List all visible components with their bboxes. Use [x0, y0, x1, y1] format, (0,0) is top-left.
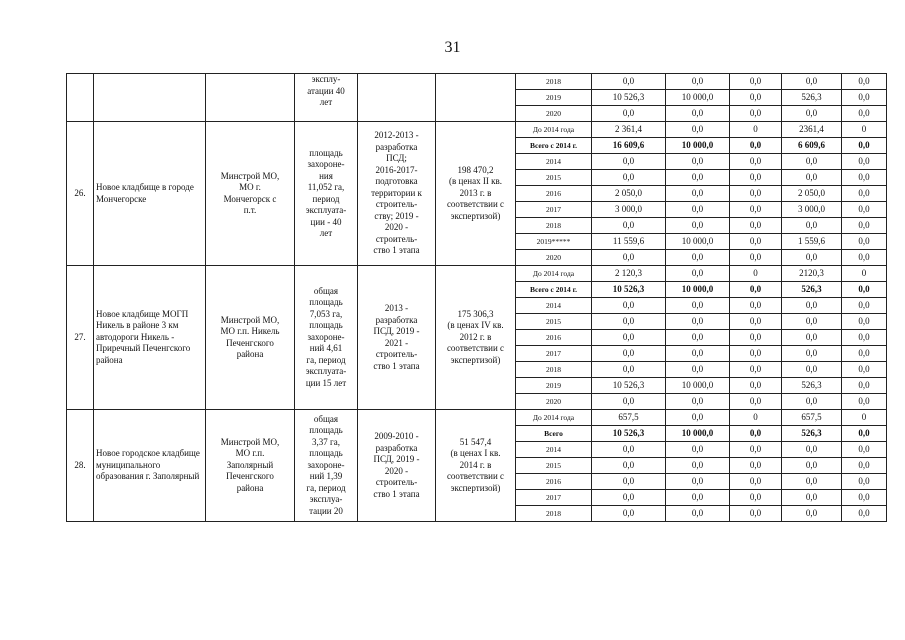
value-cell: 0,0 — [842, 186, 887, 202]
value-cell: 0,0 — [730, 218, 782, 234]
year-cell: 2016 — [516, 474, 592, 490]
value-cell: 0,0 — [666, 186, 730, 202]
year-cell: Всего — [516, 426, 592, 442]
value-cell: 0,0 — [842, 442, 887, 458]
cost-cell: 175 306,3 (в ценах IV кв. 2012 г. в соответствии с экспертизой) — [436, 266, 516, 410]
value-cell: 0,0 — [592, 218, 666, 234]
value-cell: 0,0 — [666, 458, 730, 474]
value-cell: 0,0 — [842, 490, 887, 506]
value-cell: 16 609,6 — [592, 138, 666, 154]
value-cell: 0,0 — [666, 202, 730, 218]
value-cell: 0,0 — [842, 106, 887, 122]
value-cell: 0,0 — [730, 474, 782, 490]
value-cell: 0,0 — [842, 218, 887, 234]
params-cell: общая площадь 7,053 га, площадь захороне- ний 4,61 га, период эксплуата- ции 15 лет — [295, 266, 358, 410]
value-cell: 0,0 — [782, 346, 842, 362]
year-cell: 2020 — [516, 394, 592, 410]
value-cell: 0,0 — [730, 362, 782, 378]
value-cell: 657,5 — [782, 410, 842, 426]
value-cell: 0,0 — [842, 506, 887, 522]
dates-cell — [358, 74, 436, 122]
value-cell: 0,0 — [730, 202, 782, 218]
value-cell: 0 — [730, 410, 782, 426]
value-cell: 0,0 — [730, 282, 782, 298]
org-cell — [206, 74, 295, 122]
value-cell: 0,0 — [782, 490, 842, 506]
year-cell: До 2014 года — [516, 410, 592, 426]
value-cell: 0,0 — [666, 394, 730, 410]
value-cell: 0,0 — [782, 394, 842, 410]
value-cell: 0,0 — [666, 506, 730, 522]
value-cell: 0,0 — [842, 234, 887, 250]
value-cell: 0,0 — [782, 362, 842, 378]
table-row — [67, 410, 887, 426]
value-cell: 0,0 — [730, 170, 782, 186]
value-cell: 0 — [842, 266, 887, 282]
value-cell: 10 526,3 — [592, 90, 666, 106]
params-cell: общая площадь 3,37 га, площадь захороне- ний 1,39 га, период эксплуа- тации 20 — [295, 410, 358, 522]
value-cell: 0,0 — [592, 298, 666, 314]
year-cell: До 2014 года — [516, 122, 592, 138]
value-cell: 0,0 — [782, 298, 842, 314]
value-cell: 0,0 — [782, 506, 842, 522]
year-cell: 2014 — [516, 442, 592, 458]
value-cell: 2 050,0 — [782, 186, 842, 202]
org-cell: Минстрой МО, МО г.п. Заполярный Печенгского района — [206, 410, 295, 522]
year-cell: 2017 — [516, 346, 592, 362]
value-cell: 0,0 — [666, 122, 730, 138]
cost-cell: 198 470,2 (в ценах II кв. 2013 г. в соответствии с экспертизой) — [436, 122, 516, 266]
value-cell: 0,0 — [666, 410, 730, 426]
value-cell: 0,0 — [730, 298, 782, 314]
value-cell: 0,0 — [782, 106, 842, 122]
year-cell: 2016 — [516, 330, 592, 346]
value-cell: 0,0 — [842, 362, 887, 378]
year-cell: 2019***** — [516, 234, 592, 250]
table-row — [67, 266, 887, 282]
value-cell: 0,0 — [842, 474, 887, 490]
value-cell: 0,0 — [782, 218, 842, 234]
value-cell: 0,0 — [666, 106, 730, 122]
value-cell: 0,0 — [730, 250, 782, 266]
value-cell: 0,0 — [592, 490, 666, 506]
year-cell: Всего с 2014 г. — [516, 282, 592, 298]
dates-cell: 2012-2013 - разработка ПСД; 2016-2017- подготовка территории к строитель- ству; 2019 - 2020 - строитель- ство 1 этапа — [358, 122, 436, 266]
value-cell: 0,0 — [730, 138, 782, 154]
value-cell: 10 000,0 — [666, 138, 730, 154]
cost-cell: 51 547,4 (в ценах I кв. 2014 г. в соответствии с экспертизой) — [436, 410, 516, 522]
value-cell: 0,0 — [842, 378, 887, 394]
value-cell: 0,0 — [592, 314, 666, 330]
value-cell: 0,0 — [666, 74, 730, 90]
year-cell: 2015 — [516, 314, 592, 330]
value-cell: 0,0 — [666, 154, 730, 170]
value-cell: 0,0 — [782, 330, 842, 346]
value-cell: 0 — [842, 410, 887, 426]
name-cell: Новое кладбище в городе Мончегорске — [94, 122, 206, 266]
value-cell: 2 361,4 — [592, 122, 666, 138]
value-cell: 0,0 — [666, 362, 730, 378]
value-cell: 0,0 — [842, 74, 887, 90]
value-cell: 3 000,0 — [592, 202, 666, 218]
value-cell: 0,0 — [842, 458, 887, 474]
org-cell: Минстрой МО, МО г. Мончегорск с п.т. — [206, 122, 295, 266]
value-cell: 0,0 — [666, 298, 730, 314]
year-cell: 2014 — [516, 154, 592, 170]
value-cell: 0,0 — [666, 314, 730, 330]
year-cell: 2018 — [516, 74, 592, 90]
year-cell: 2017 — [516, 202, 592, 218]
value-cell: 0,0 — [666, 218, 730, 234]
value-cell: 526,3 — [782, 378, 842, 394]
value-cell: 11 559,6 — [592, 234, 666, 250]
value-cell: 0,0 — [842, 170, 887, 186]
value-cell: 0,0 — [842, 426, 887, 442]
value-cell: 0,0 — [842, 330, 887, 346]
year-cell: 2017 — [516, 490, 592, 506]
value-cell: 0,0 — [666, 346, 730, 362]
value-cell: 0,0 — [730, 426, 782, 442]
dates-cell: 2009-2010 - разработка ПСД, 2019 - 2020 - строитель- ство 1 этапа — [358, 410, 436, 522]
value-cell: 0,0 — [730, 394, 782, 410]
table-row — [67, 74, 887, 90]
value-cell: 2 050,0 — [592, 186, 666, 202]
value-cell: 0,0 — [730, 458, 782, 474]
year-cell: 2016 — [516, 186, 592, 202]
value-cell: 0,0 — [592, 330, 666, 346]
value-cell: 10 000,0 — [666, 378, 730, 394]
value-cell: 2 120,3 — [592, 266, 666, 282]
number-cell: 28. — [67, 410, 94, 522]
value-cell: 0,0 — [666, 442, 730, 458]
number-cell — [67, 74, 94, 122]
value-cell: 0 — [730, 266, 782, 282]
name-cell: Новое городское кладбище муниципального образования г. Заполярный — [94, 410, 206, 522]
value-cell: 0,0 — [666, 170, 730, 186]
value-cell: 0,0 — [782, 74, 842, 90]
number-cell: 27. — [67, 266, 94, 410]
value-cell: 0,0 — [730, 314, 782, 330]
value-cell: 0,0 — [730, 442, 782, 458]
value-cell: 526,3 — [782, 90, 842, 106]
value-cell: 0,0 — [592, 154, 666, 170]
value-cell: 10 526,3 — [592, 426, 666, 442]
value-cell: 6 609,6 — [782, 138, 842, 154]
year-cell: 2014 — [516, 298, 592, 314]
value-cell: 0,0 — [730, 346, 782, 362]
number-cell: 26. — [67, 122, 94, 266]
value-cell: 0,0 — [730, 154, 782, 170]
org-cell: Минстрой МО, МО г.п. Никель Печенгского района — [206, 266, 295, 410]
name-cell — [94, 74, 206, 122]
value-cell: 0,0 — [666, 490, 730, 506]
value-cell: 0 — [842, 122, 887, 138]
value-cell: 0,0 — [730, 90, 782, 106]
year-cell: 2019 — [516, 378, 592, 394]
value-cell: 0,0 — [592, 362, 666, 378]
page-number: 31 — [444, 39, 461, 56]
value-cell: 0,0 — [592, 506, 666, 522]
value-cell: 526,3 — [782, 426, 842, 442]
value-cell: 0,0 — [782, 442, 842, 458]
value-cell: 0,0 — [730, 186, 782, 202]
value-cell: 3 000,0 — [782, 202, 842, 218]
value-cell: 0,0 — [842, 202, 887, 218]
value-cell: 0,0 — [666, 330, 730, 346]
value-cell: 0,0 — [666, 474, 730, 490]
value-cell: 0,0 — [842, 314, 887, 330]
value-cell: 0,0 — [592, 442, 666, 458]
value-cell: 0,0 — [592, 250, 666, 266]
cost-cell — [436, 74, 516, 122]
year-cell: 2020 — [516, 250, 592, 266]
value-cell: 0,0 — [592, 394, 666, 410]
value-cell: 1 559,6 — [782, 234, 842, 250]
value-cell: 0,0 — [842, 154, 887, 170]
value-cell: 0,0 — [592, 106, 666, 122]
value-cell: 0,0 — [782, 458, 842, 474]
value-cell: 0,0 — [730, 378, 782, 394]
value-cell: 0,0 — [842, 138, 887, 154]
value-cell: 0,0 — [730, 106, 782, 122]
value-cell: 0,0 — [592, 170, 666, 186]
value-cell: 0,0 — [666, 266, 730, 282]
value-cell: 0,0 — [842, 346, 887, 362]
name-cell: Новое кладбище МОГП Никель в районе 3 км автодороги Никель - Приречный Печенгского района — [94, 266, 206, 410]
value-cell: 0,0 — [730, 490, 782, 506]
value-cell: 0,0 — [782, 154, 842, 170]
value-cell: 526,3 — [782, 282, 842, 298]
params-cell: площадь захороне- ния 11,052 га, период эксплуата- ции - 40 лет — [295, 122, 358, 266]
params-cell: эксплу- атации 40 лет — [295, 74, 358, 122]
value-cell: 0,0 — [842, 90, 887, 106]
value-cell: 10 000,0 — [666, 90, 730, 106]
value-cell: 10 526,3 — [592, 282, 666, 298]
value-cell: 10 526,3 — [592, 378, 666, 394]
value-cell: 0,0 — [782, 474, 842, 490]
value-cell: 0,0 — [730, 74, 782, 90]
value-cell: 0,0 — [592, 458, 666, 474]
table-row — [67, 122, 887, 138]
year-cell: 2019 — [516, 90, 592, 106]
value-cell: 10 000,0 — [666, 234, 730, 250]
year-cell: 2018 — [516, 218, 592, 234]
value-cell: 0,0 — [782, 170, 842, 186]
year-cell: До 2014 года — [516, 266, 592, 282]
value-cell: 0,0 — [666, 250, 730, 266]
value-cell: 0,0 — [592, 474, 666, 490]
value-cell: 2361,4 — [782, 122, 842, 138]
dates-cell: 2013 - разработка ПСД, 2019 - 2021 - строитель- ство 1 этапа — [358, 266, 436, 410]
value-cell: 0,0 — [842, 250, 887, 266]
value-cell: 0,0 — [592, 74, 666, 90]
value-cell: 0,0 — [730, 330, 782, 346]
objects-table — [66, 73, 887, 522]
value-cell: 0,0 — [730, 234, 782, 250]
year-cell: 2015 — [516, 170, 592, 186]
value-cell: 657,5 — [592, 410, 666, 426]
value-cell: 10 000,0 — [666, 282, 730, 298]
value-cell: 0,0 — [842, 298, 887, 314]
value-cell: 0 — [730, 122, 782, 138]
year-cell: 2018 — [516, 506, 592, 522]
year-cell: 2018 — [516, 362, 592, 378]
value-cell: 10 000,0 — [666, 426, 730, 442]
value-cell: 0,0 — [842, 282, 887, 298]
value-cell: 0,0 — [842, 394, 887, 410]
year-cell: Всего с 2014 г. — [516, 138, 592, 154]
table-body — [67, 74, 887, 522]
value-cell: 2120,3 — [782, 266, 842, 282]
value-cell: 0,0 — [730, 506, 782, 522]
value-cell: 0,0 — [782, 314, 842, 330]
year-cell: 2015 — [516, 458, 592, 474]
value-cell: 0,0 — [782, 250, 842, 266]
value-cell: 0,0 — [592, 346, 666, 362]
year-cell: 2020 — [516, 106, 592, 122]
